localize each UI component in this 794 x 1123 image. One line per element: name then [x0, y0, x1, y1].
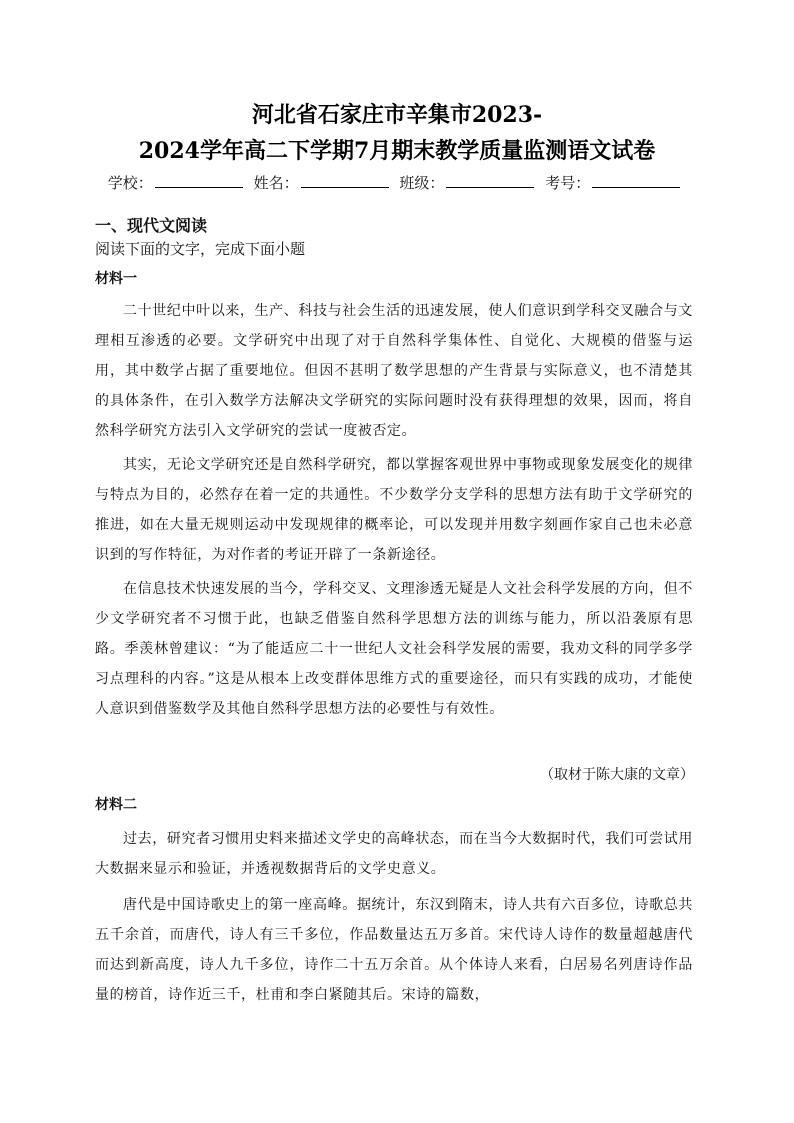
exam-title-line-2: 2024学年高二下学期7月期末教学质量监测语文试卷 [138, 138, 656, 164]
name-blank[interactable] [301, 172, 389, 188]
section-instruction: 阅读下面的文字，完成下面小题 [95, 240, 306, 258]
material-1-paragraph-1: 二十世纪中叶以来，生产、科技与社会生活的迅速发展，使人们意识到学科交叉融合与文理相互渗透的必要。文学研究中出现了对于自然科学集体性、自觉化、大规模的借鉴与运用，其中数学占据了重要地位。但因不甚明了数学思想的产生背景与实际意义，也不清楚其的具体条件，在引入数学方法解决文学研究的实际问题时没有获得理想的效果，因而，将自然科学研究方法引入文学研究的尝试一度被否定。 [95, 303, 693, 439]
number-label: 考号： [545, 174, 591, 192]
exam-title-line-1: 河北省石家庄市辛集市2023- [251, 102, 543, 128]
material-1-source: （取材于陈大康的文章） [540, 767, 694, 783]
material-2-label: 材料二 [95, 797, 137, 813]
school-blank[interactable] [155, 172, 243, 188]
material-1-paragraph-2: 其实，无论文学研究还是自然科学研究，都以掌握客观世界中事物或现象发展变化的规律与特点为目的，必然存在着一定的共通性。不少数学分支学科的思想方法有助于文学研究的推进，如在大量无规则运动中发现规律的概率论，可以发现并用数字刻画作家自己也未必意识到的写作特征，为对作者的考证开辟了一条新途径。 [95, 457, 693, 563]
name-label: 姓名： [253, 174, 299, 192]
class-blank[interactable] [446, 172, 534, 188]
school-label: 学校： [107, 174, 153, 192]
class-label: 班级： [399, 174, 445, 192]
material-1-paragraph-3: 在信息技术快速发展的当今，学科交叉、文理渗透无疑是人文社会科学发展的方向，但不少文学研究者不习惯于此，也缺乏借鉴自然科学思想方法的训练与能力，所以沿袭原有思路。季羡林曾建议：“为了能适应二十一世纪人文社会科学发展的需要，我劝文科的同学多学习点理科的内容。”这是从根本上改变群体思维方式的重要途径，而只有实践的成功，才能使人意识到借鉴数学及其他自然科学思想方法的必要性与有效性。 [95, 581, 693, 717]
student-info-line [0, 172, 794, 194]
material-1-label: 材料一 [95, 271, 137, 287]
section-heading: 一、现代文阅读 [95, 216, 208, 235]
material-2-paragraph-2: 唐代是中国诗歌史上的第一座高峰。据统计，东汉到隋末，诗人共有六百多位，诗歌总共五千余首，而唐代，诗人有三千多位，作品数量达五万多首。宋代诗人诗作的数量超越唐代而达到新高度，诗人九千多位，诗作二十五万余首。从个体诗人来看，白居易名列唐诗作品量的榜首，诗作近三千，杜甫和李白紧随其后。宋诗的篇数， [95, 897, 693, 1003]
material-2-paragraph-1: 过去，研究者习惯用史料来描述文学史的高峰状态，而在当今大数据时代，我们可尝试用大数据来显示和验证，并透视数据背后的文学史意义。 [95, 831, 693, 877]
number-blank[interactable] [592, 172, 680, 188]
